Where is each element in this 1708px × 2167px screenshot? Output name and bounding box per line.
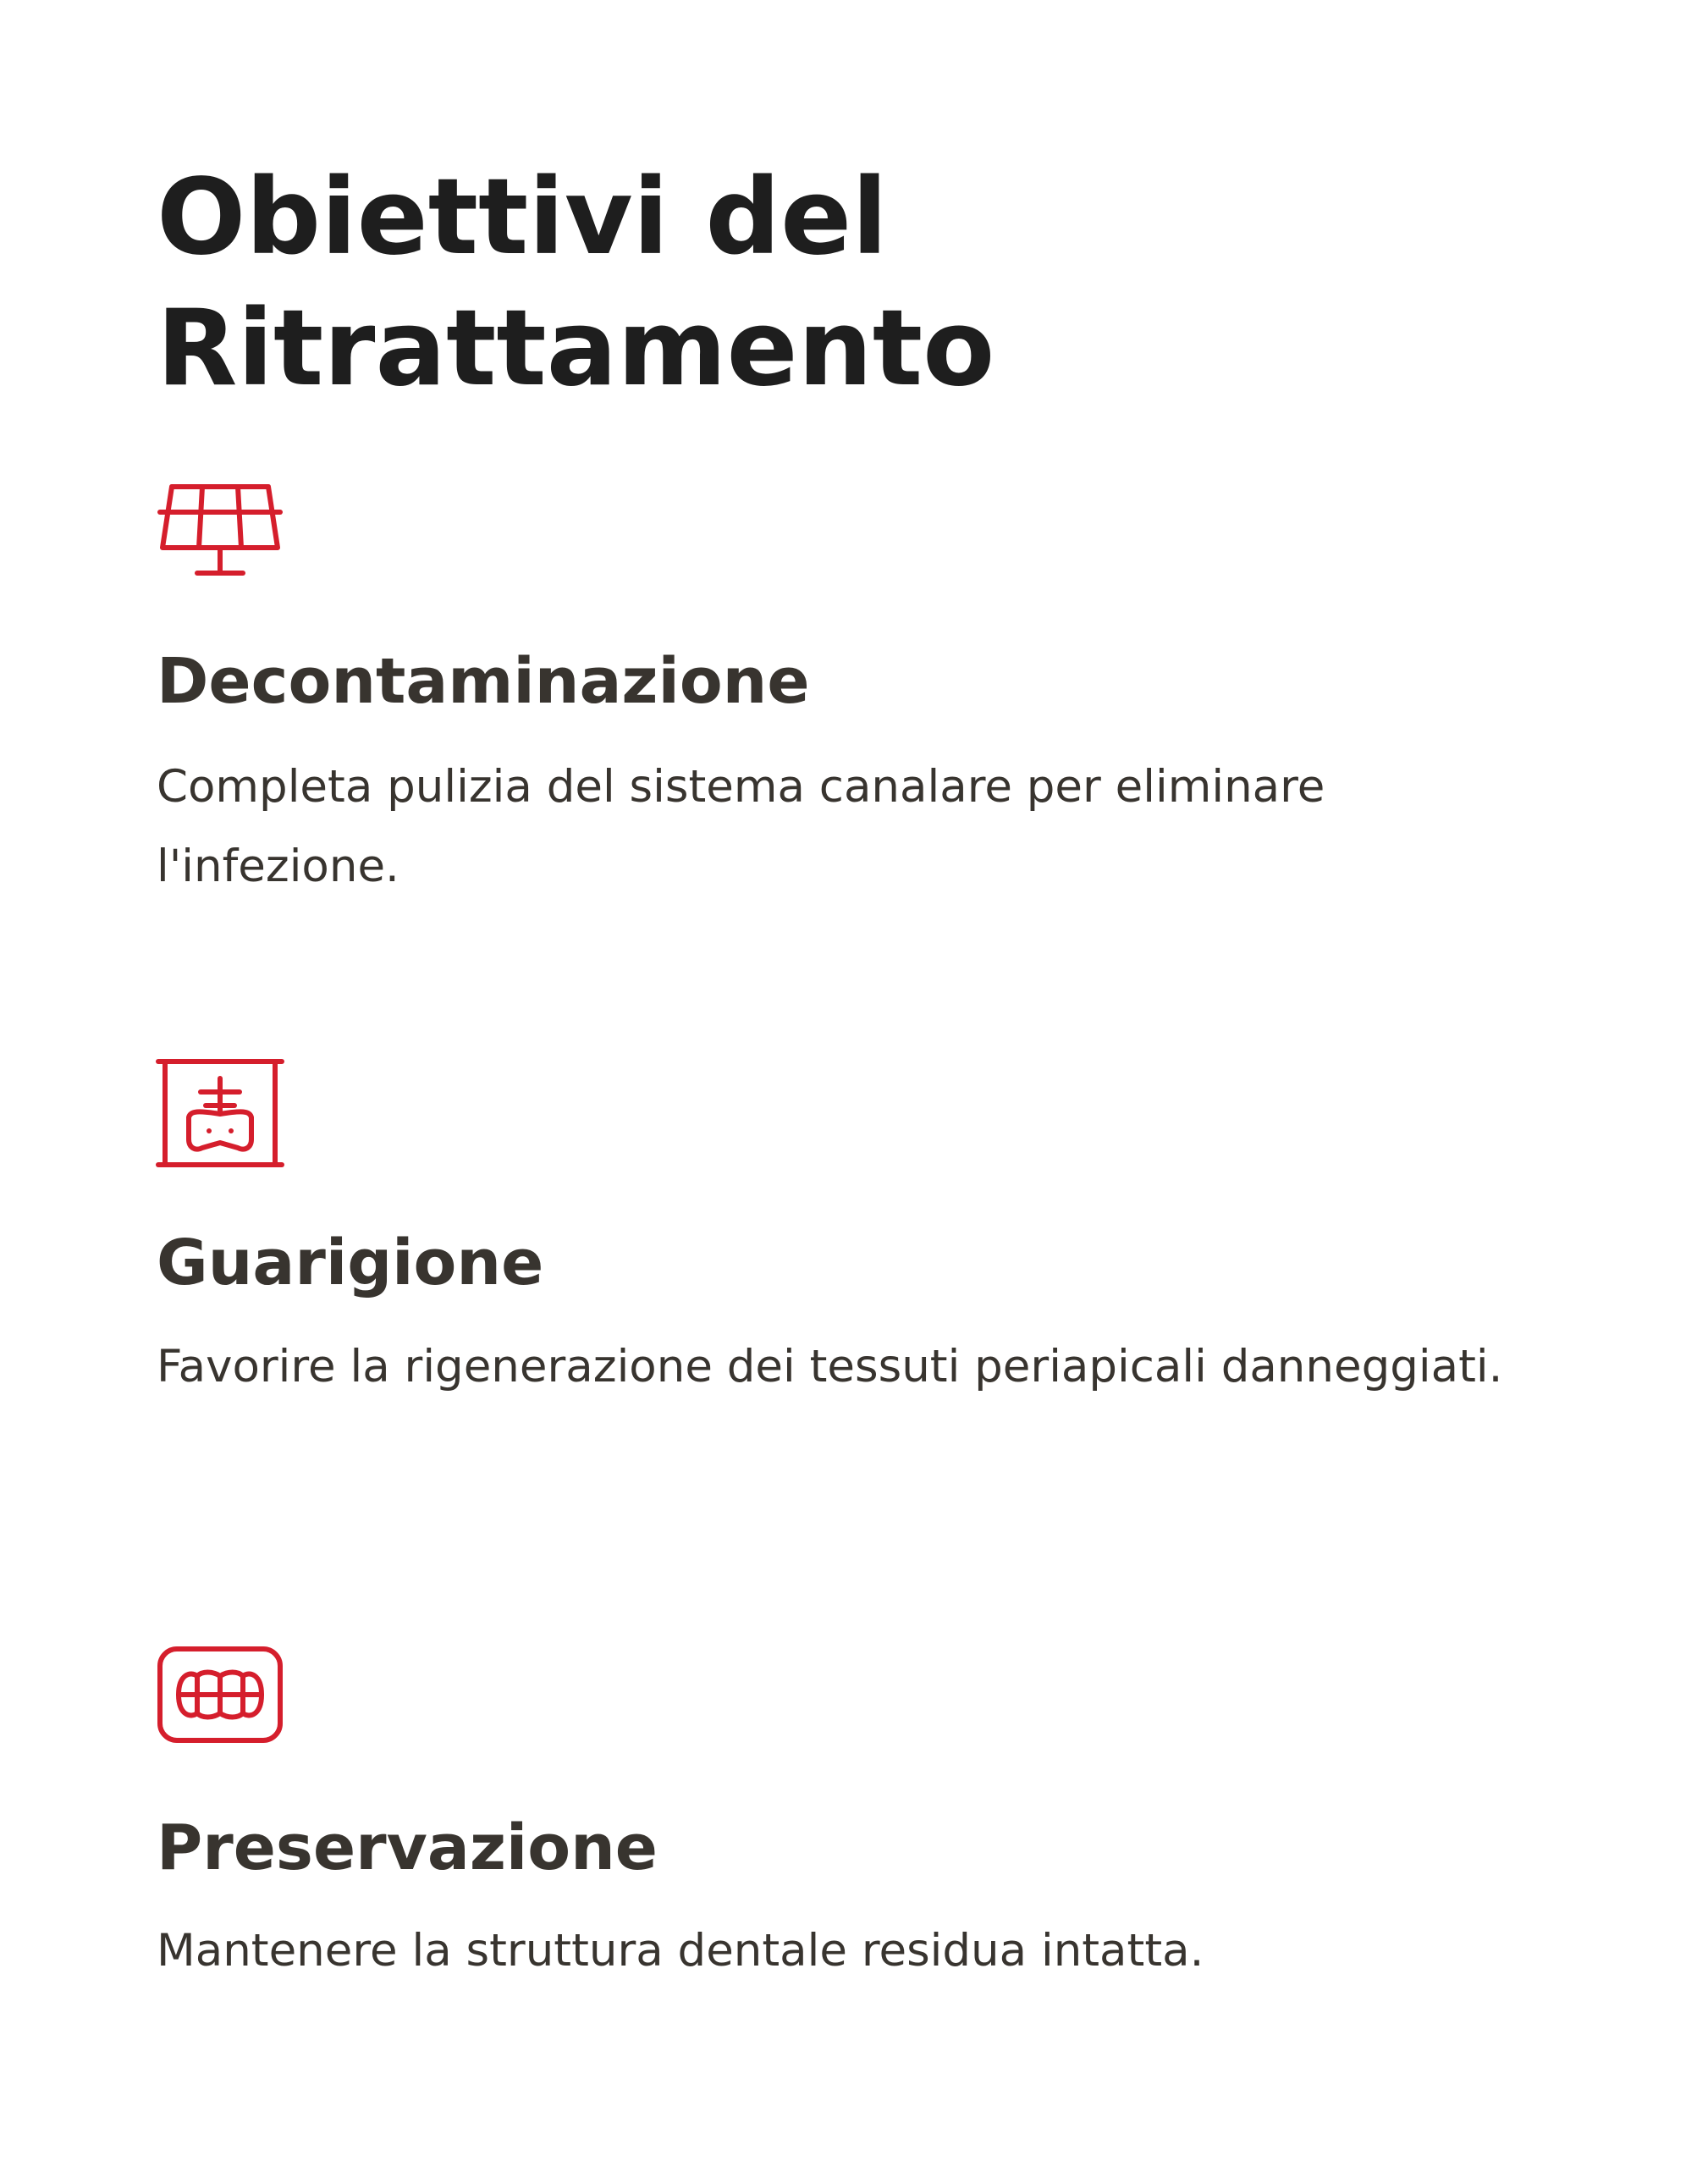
section-decontaminazione — [157, 478, 1562, 892]
section-description: Mantenere la struttura dentale residua intatta. — [157, 1925, 1204, 1977]
solar-panel-icon — [157, 478, 284, 588]
section-title: Guarigione — [157, 1227, 544, 1299]
section-description: Favorire la rigenerazione dei tessuti periapicali danneggiati. — [157, 1341, 1503, 1392]
section-guarigione — [157, 1058, 1562, 1392]
section-title: Decontaminazione — [157, 645, 810, 718]
section-title: Preservazione — [157, 1811, 658, 1884]
section-preservazione — [157, 1642, 1562, 1977]
teeth-frame-icon — [157, 1642, 284, 1752]
section-description: Completa pulizia del sistema canalare per eliminare l'infezione. — [157, 761, 1325, 892]
page-title: Obiettivi del Ritrattamento — [157, 157, 995, 410]
dental-xray-icon — [157, 1058, 284, 1168]
content — [157, 152, 1562, 1977]
